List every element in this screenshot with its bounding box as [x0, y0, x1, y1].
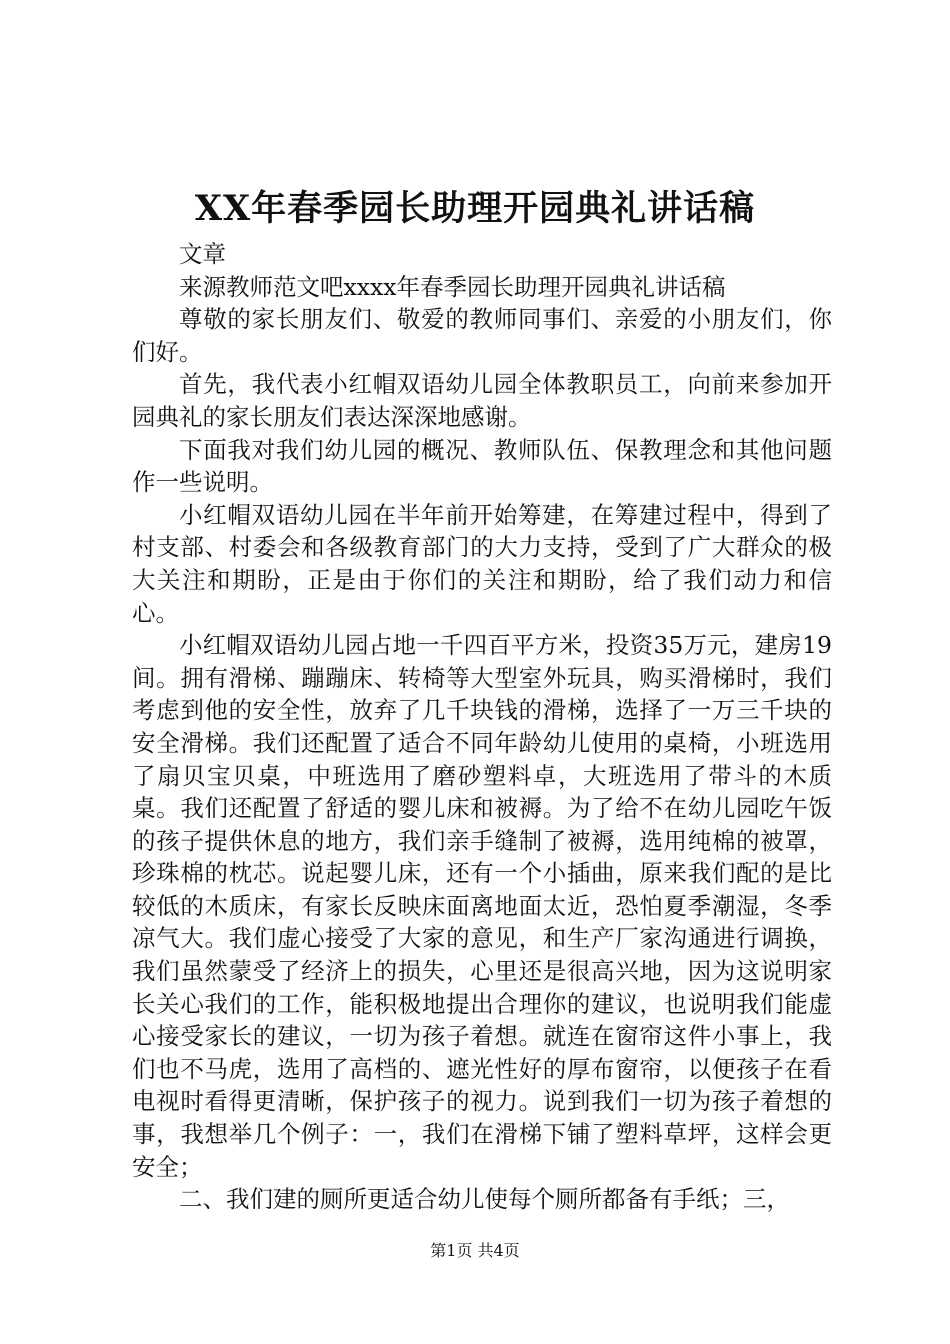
page-footer: 第1页 共4页 [430, 1241, 520, 1260]
paragraph-overview: 下面我对我们幼儿园的概况、教师队伍、保教理念和其他问题作一些说明。 [132, 435, 832, 497]
paragraph-greeting: 尊敬的家长朋友们、敬爱的教师同事们、亲爱的小朋友们，你们好。 [132, 305, 832, 366]
document-body [132, 238, 832, 1216]
paragraph-examples: 二、我们建的厕所更适合幼儿使每个厕所都备有手纸；三， [179, 1185, 790, 1214]
paragraph-facilities: 小红帽双语幼儿园占地一千四百平方米，投资35万元，建房19间。拥有滑梯、蹦蹦床、转椅等大型室外玩具，购买滑梯时，我们考虑到他的安全性，放弃了几千块钱的滑梯，选择了一万三千块的安全滑梯。我们还配置了适合不同年龄幼儿使用的桌椅，小班选用了扇贝宝贝桌，中班选用了磨砂塑料卓，大班选用了带斗的木质桌。我们还配置了舒适的婴儿床和被褥。为了给不在幼儿园吃午饭的孩子提供休息的地方，我们亲手缝制了被褥，选用纯棉的被罩，珍珠棉的枕芯。说起婴儿床，还有一个小插曲，原来我们配的是比较低的木质床，有家长反映床面离地面太近，恐怕夏季潮湿，冬季凉气大。我们虚心接受了大家的意见，和生产厂家沟通进行调换，我们虽然蒙受了经济上的损失，心里还是很高兴地，因为这说明家长关心我们的工作，能积极地提出合理你的建议，也说明我们能虚心接受家长的建议，一切为孩子着想。就连在窗帘这件小事上，我们也不马虎，选用了高档的、遮光性好的厚布窗帘，以便孩子在看电视时看得更清晰，保护孩子的视力。说到我们一切为孩子着想的事，我想举几个例子：一，我们在滑梯下铺了塑料草坪，这样会更安全； [132, 631, 832, 1181]
paragraph-founding: 小红帽双语幼儿园在半年前开始筹建，在筹建过程中，得到了村支部、村委会和各级教育部门的大力支持，受到了广大群众的极大关注和期盼，正是由于你们的关注和期盼，给了我们动力和信心。 [132, 500, 832, 627]
paragraph-article-label: 文章 [179, 240, 226, 268]
paragraph-source: 来源教师范文吧xxxx年春季园长助理开园典礼讲话稿 [179, 272, 726, 301]
document-title: XX年春季园长助理开园典礼讲话稿 [194, 188, 756, 229]
paragraph-thanks: 首先，我代表小红帽双语幼儿园全体教职员工，向前来参加开园典礼的家长朋友们表达深深地感谢。 [132, 370, 832, 431]
